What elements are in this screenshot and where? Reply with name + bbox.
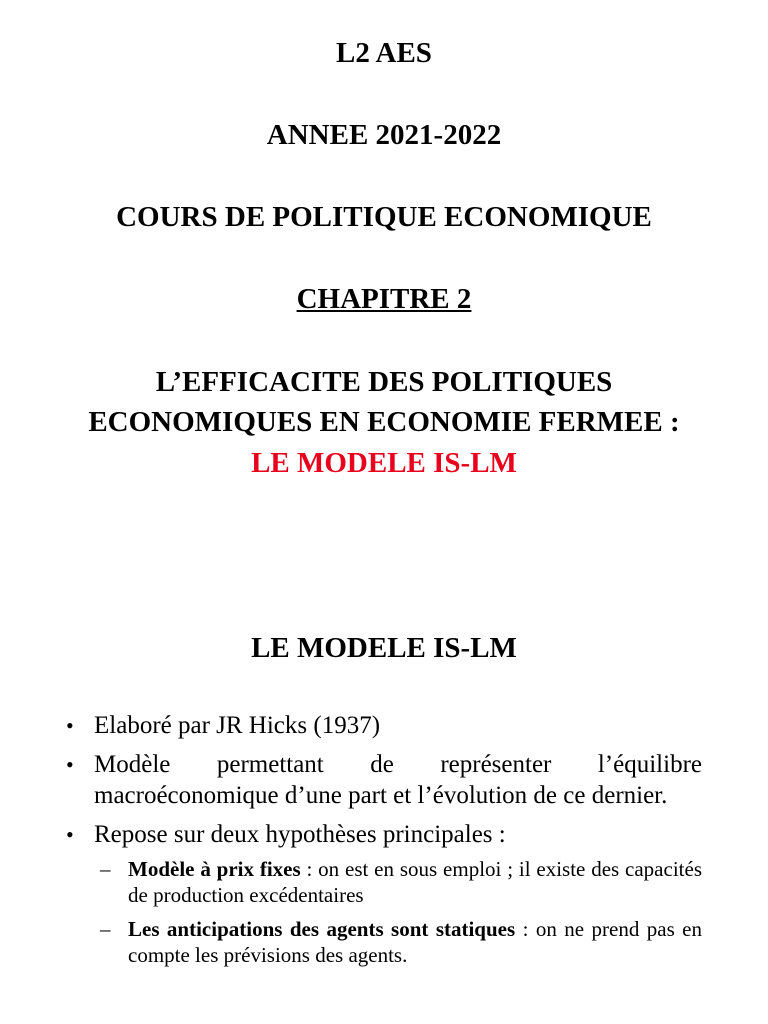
bullet-list [60,710,702,976]
chapter-label: CHAPITRE 2 [296,283,472,315]
bullet-text: Repose sur deux hypothèses principales : [94,821,506,848]
bullet-text: Modèle permettant de représenter l’équilibre macroéconomique d’une part et l’évolution de ce dernier. [94,751,702,809]
sub-bullet-text: : on est en sous emploi ; il existe des capacités de production excédentaires [128,857,702,907]
bullet-text: Elaboré par JR Hicks (1937) [94,712,381,739]
sub-bullet-bold: Modèle à prix fixes [128,857,301,881]
sub-bullet-bold: Les anticipations des agents sont statiques [128,917,516,941]
academic-year: ANNEE 2021-2022 [266,119,502,151]
bullet-item [60,710,702,741]
course-level: L2 AES [336,37,432,69]
bullet-item [60,819,702,968]
chapter-title-line-3: LE MODELE IS-LM [251,447,517,479]
chapter-title-line-1: L’EFFICACITE DES POLITIQUES [155,366,613,398]
sub-bullet-item [94,916,702,968]
bullet-item [60,749,702,811]
sub-bullet-list [94,856,702,968]
slide-title: LE MODELE IS-LM [251,632,517,664]
sub-bullet-text: : on ne prend pas en compte les prévisions des agents. [128,917,702,967]
course-title: COURS DE POLITIQUE ECONOMIQUE [116,201,652,233]
chapter-title-line-2: ECONOMIQUES EN ECONOMIE FERMEE : [88,406,680,438]
sub-bullet-item [94,856,702,908]
